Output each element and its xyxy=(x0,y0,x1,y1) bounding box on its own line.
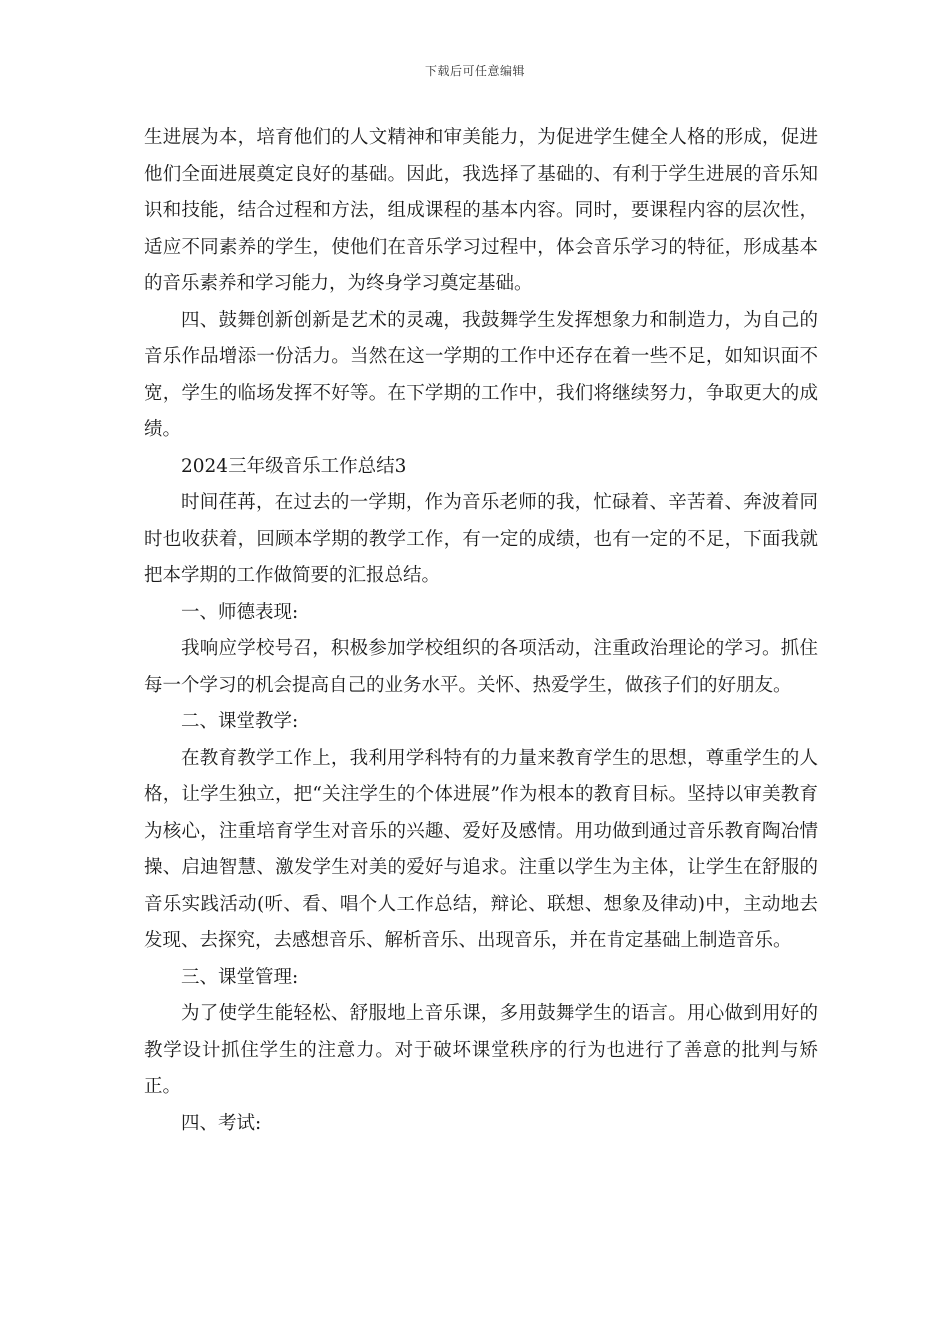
section-title: 2024三年级音乐工作总结3 xyxy=(181,455,407,477)
paragraph-ethics: 我响应学校号召，积极参加学校组织的各项活动，注重政治理论的学习。抓住每一个学习的机会提高自己的业务水平。关怀、热爱学生，做孩子们的好朋友。 xyxy=(144,638,818,696)
document-body xyxy=(144,120,818,1142)
paragraph-intro: 时间荏苒，在过去的一学期，作为音乐老师的我，忙碌着、辛苦着、奔波着同时也收获着，回顾本学期的教学工作，有一定的成绩，也有一定的不足，下面我就把本学期的工作做简要的汇报总结。 xyxy=(144,492,818,586)
heading-classroom-teaching: 二、课堂教学: xyxy=(181,711,299,732)
heading-ethics: 一、师德表现: xyxy=(181,601,299,623)
page-header: 下载后可任意编辑 xyxy=(424,64,525,78)
heading-classroom-management: 三、课堂管理: xyxy=(181,966,299,988)
paragraph-continuation: 生进展为本，培育他们的人文精神和审美能力，为促进学生健全人格的形成，促进他们全面进展奠定良好的基础。因此，我选择了基础的、有利于学生进展的音乐知识和技能，结合过程和方法，组成课程的基本内容。同时，要课程内容的层次性，适应不同素养的学生，使他们在音乐学习过程中，体会音乐学习的特征，形成基本的音乐素养和学习能力，为终身学习奠定基础。 xyxy=(144,127,818,294)
paragraph-classroom-teaching: 在教育教学工作上，我利用学科特有的力量来教育学生的思想，尊重学生的人格，让学生独立，把“关注学生的个体进展”作为根本的教育目标。坚持以审美教育为核心，注重培育学生对音乐的兴趣、爱好及感情。用功做到通过音乐教育陶冶情操、启迪智慧、激发学生对美的爱好与追求。注重以学生为主体，让学生在舒服的音乐实践活动(听、看、唱个人工作总结，辩论、联想、想象及律动)中，主动地去发现、去探究，去感想音乐、解析音乐、出现音乐，并在肯定基础上制造音乐。 xyxy=(144,747,818,951)
paragraph-classroom-management: 为了使学生能轻松、舒服地上音乐课，多用鼓舞学生的语言。用心做到用好的教学设计抓住学生的注意力。对于破坏课堂秩序的行为也进行了善意的批判与矫正。 xyxy=(144,1003,818,1097)
heading-exam: 四、考试: xyxy=(181,1112,262,1134)
paragraph-encourage-innovation: 四、鼓舞创新创新是艺术的灵魂，我鼓舞学生发挥想象力和制造力，为自己的音乐作品增添一份活力。当然在这一学期的工作中还存在着一些不足，如知识面不宽，学生的临场发挥不好等。在下学期的工作中，我们将继续努力，争取更大的成绩。 xyxy=(144,309,818,440)
